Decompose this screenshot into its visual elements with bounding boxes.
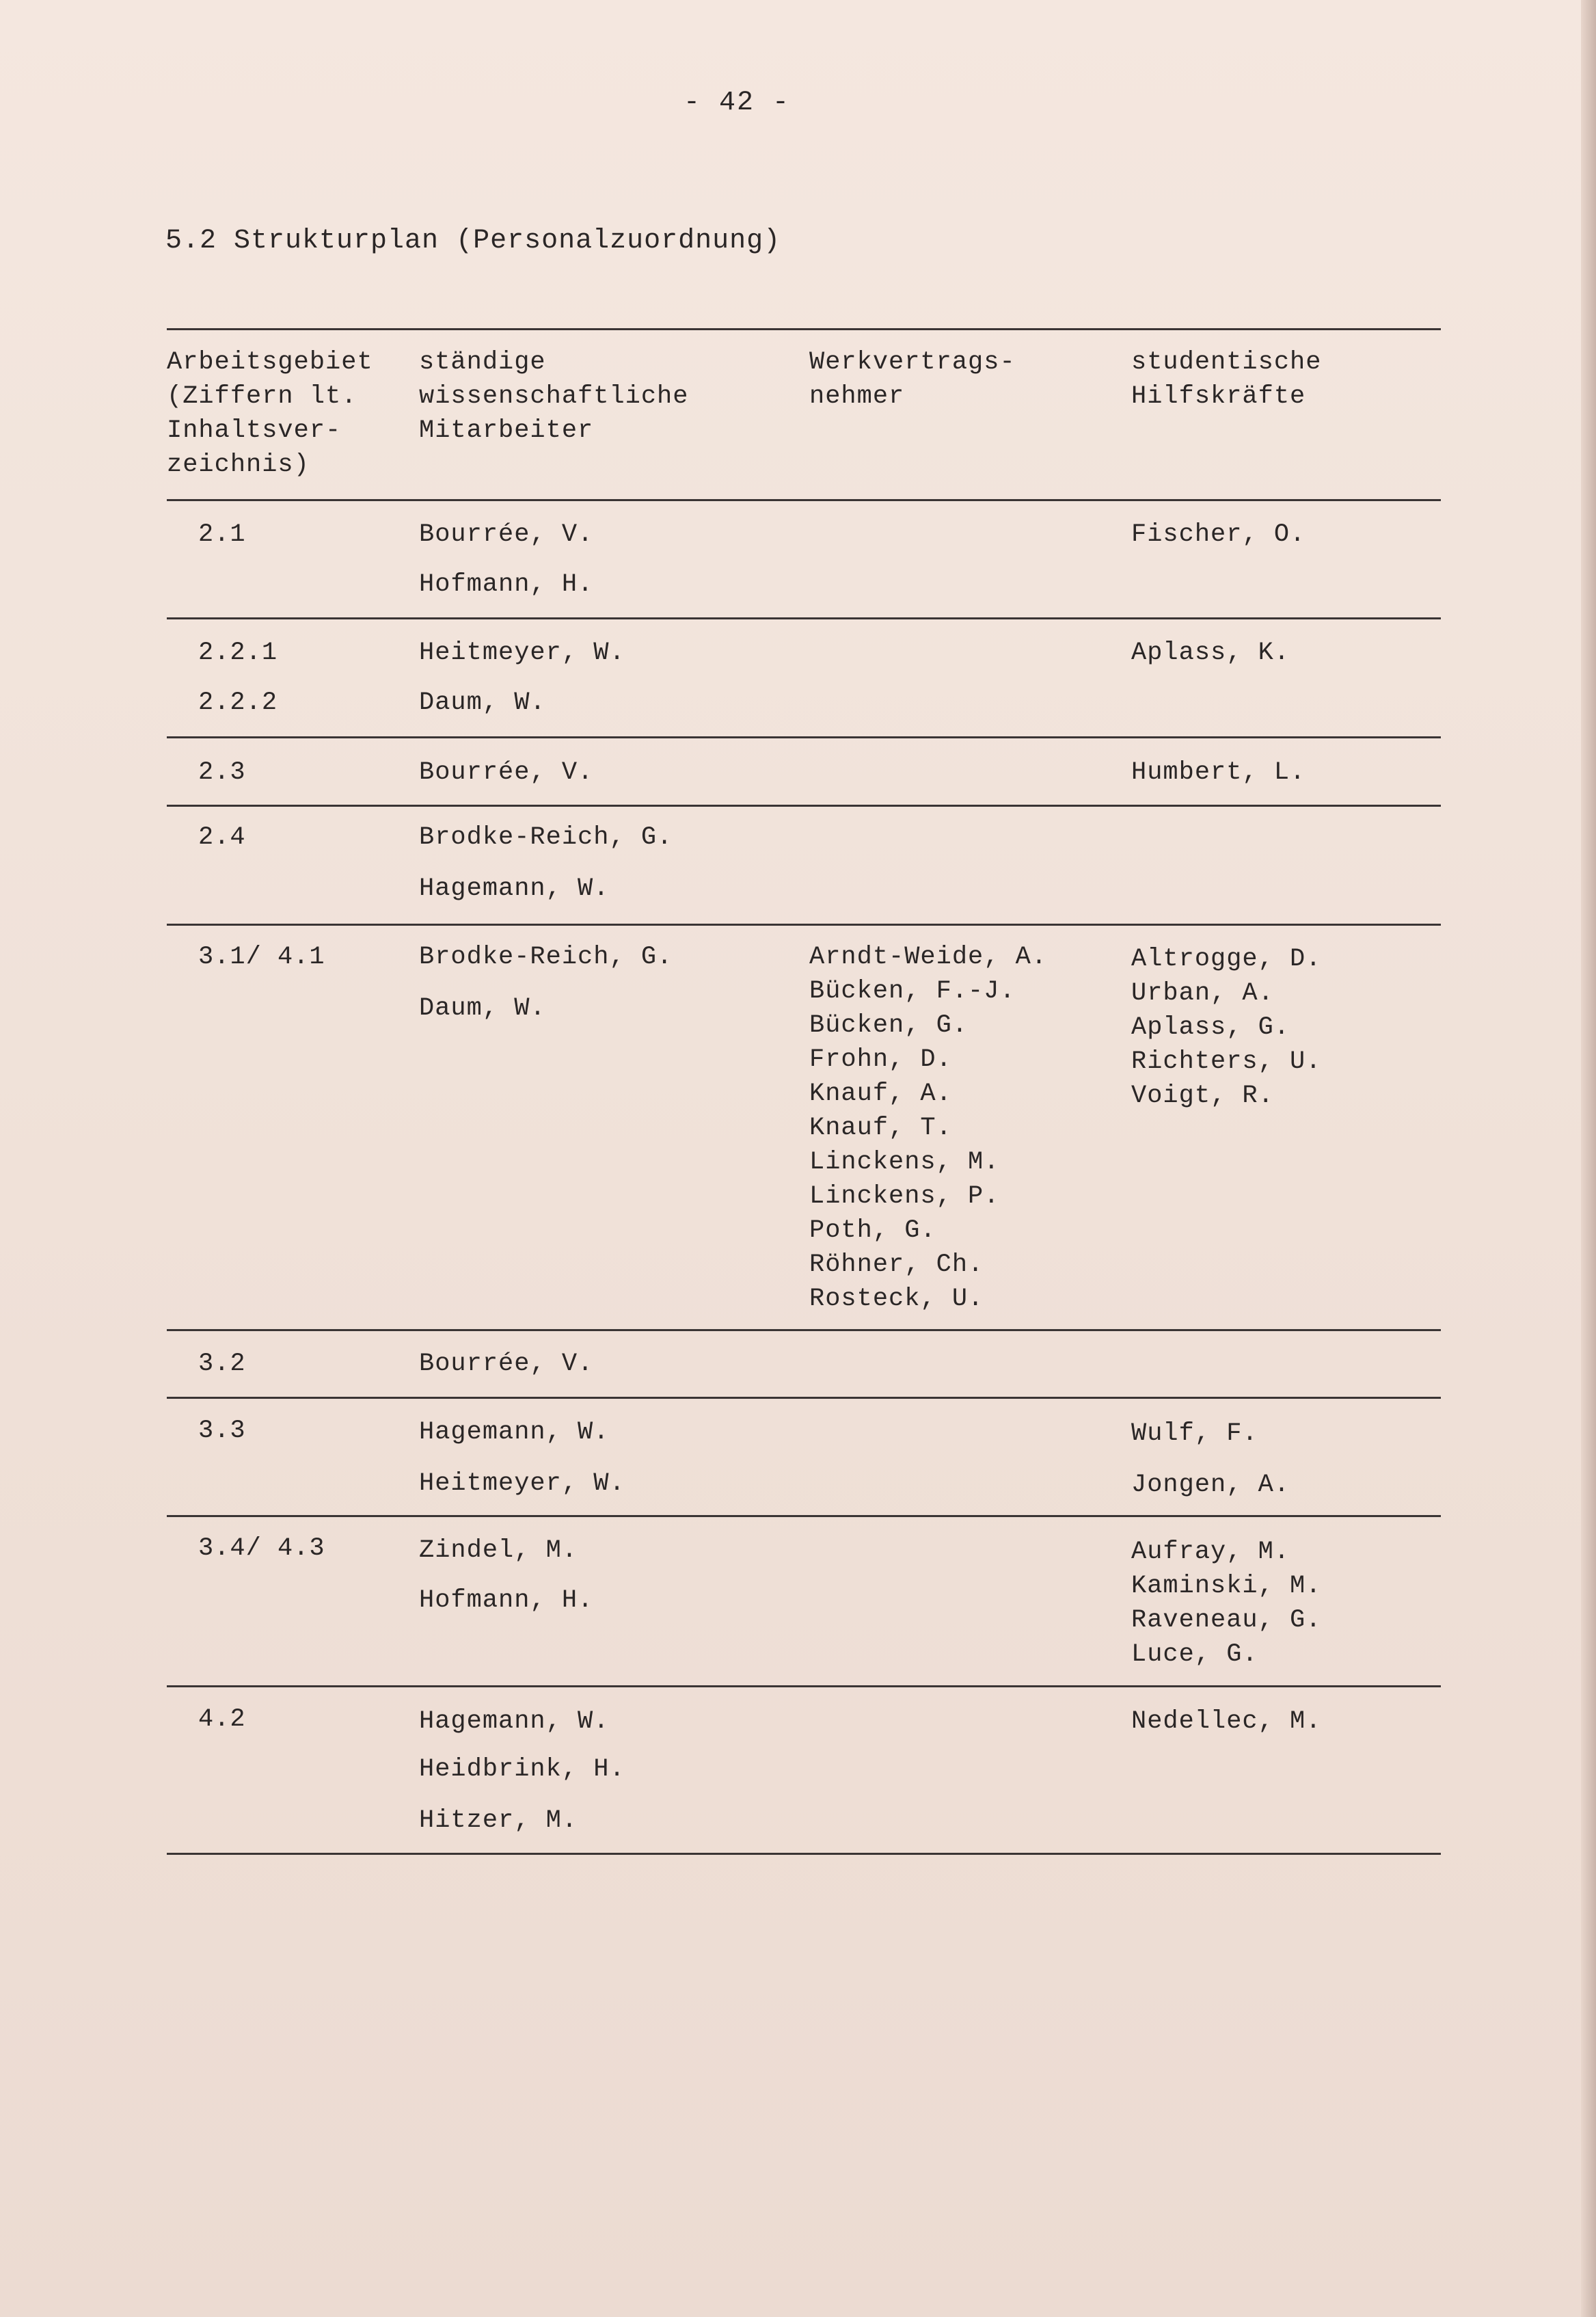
row-3-1-contract-3: Bücken, G.: [809, 1011, 969, 1040]
row-rule: [167, 924, 1441, 926]
row-rule: [167, 1397, 1441, 1399]
section-title: 5.2 Strukturplan (Personalzuordnung): [165, 226, 781, 256]
row-3-3-student-1: Wulf, F.: [1131, 1419, 1258, 1448]
header-col1-line2: (Ziffern lt.: [167, 382, 357, 411]
table-bottom-rule: [167, 1853, 1441, 1855]
row-3-4-staff-2: Hofmann, H.: [419, 1586, 594, 1615]
row-4-2-area: 4.2: [198, 1705, 246, 1734]
row-3-1-contract-2: Bücken, F.-J.: [809, 977, 1016, 1006]
header-col1-line4: zeichnis): [167, 451, 310, 479]
row-3-1-contract-5: Knauf, A.: [809, 1080, 952, 1108]
row-3-3-student-2: Jongen, A.: [1131, 1471, 1290, 1499]
header-col4-line1: studentische: [1131, 348, 1322, 377]
header-rule: [167, 499, 1441, 501]
row-rule: [167, 617, 1441, 619]
row-3-2-area: 3.2: [198, 1350, 246, 1378]
row-rule: [167, 736, 1441, 738]
row-3-3-staff-2: Heitmeyer, W.: [419, 1469, 625, 1498]
header-col2-line3: Mitarbeiter: [419, 416, 594, 445]
row-3-1-area: 3.1/ 4.1: [198, 943, 325, 972]
row-3-1-student-3: Aplass, G.: [1131, 1013, 1290, 1042]
row-2-3-area: 2.3: [198, 758, 246, 787]
row-2-1-staff-2: Hofmann, H.: [419, 570, 594, 599]
row-3-4-student-4: Luce, G.: [1131, 1640, 1258, 1669]
row-3-1-contract-9: Poth, G.: [809, 1216, 936, 1245]
row-3-4-student-1: Aufray, M.: [1131, 1538, 1290, 1566]
header-col4-line2: Hilfskräfte: [1131, 382, 1306, 411]
row-3-1-student-1: Altrogge, D.: [1131, 945, 1322, 974]
row-3-1-student-4: Richters, U.: [1131, 1047, 1322, 1076]
table-top-rule: [167, 328, 1441, 330]
row-2-2-student-1: Aplass, K.: [1131, 639, 1290, 667]
row-rule: [167, 1329, 1441, 1331]
row-2-4-staff-1: Brodke-Reich, G.: [419, 823, 673, 852]
row-2-4-area: 2.4: [198, 823, 246, 852]
row-3-1-contract-8: Linckens, P.: [809, 1182, 1000, 1211]
row-rule: [167, 1515, 1441, 1517]
row-3-1-contract-1: Arndt-Weide, A.: [809, 943, 1048, 972]
page-edge: [1581, 0, 1596, 2317]
row-2-1-area: 2.1: [198, 520, 246, 549]
row-3-1-student-5: Voigt, R.: [1131, 1082, 1274, 1110]
row-3-4-student-3: Raveneau, G.: [1131, 1606, 1322, 1635]
row-3-1-contract-4: Frohn, D.: [809, 1045, 952, 1074]
header-col2-line2: wissenschaftliche: [419, 382, 689, 411]
row-2-2-1-area: 2.2.1: [198, 639, 278, 667]
row-2-1-staff-1: Bourrée, V.: [419, 520, 594, 549]
row-3-1-contract-10: Röhner, Ch.: [809, 1250, 984, 1279]
header-col3-line2: nehmer: [809, 382, 905, 411]
row-2-4-staff-2: Hagemann, W.: [419, 874, 610, 903]
row-3-1-staff-1: Brodke-Reich, G.: [419, 943, 673, 972]
page-number: - 42 -: [684, 88, 791, 118]
header-col3-line1: Werkvertrags-: [809, 348, 1016, 377]
row-2-2-staff-2: Daum, W.: [419, 688, 546, 717]
row-3-1-contract-6: Knauf, T.: [809, 1114, 952, 1142]
row-3-4-area: 3.4/ 4.3: [198, 1534, 325, 1563]
row-3-4-student-2: Kaminski, M.: [1131, 1572, 1322, 1601]
row-3-1-contract-11: Rosteck, U.: [809, 1285, 984, 1313]
row-3-1-student-2: Urban, A.: [1131, 979, 1274, 1008]
header-col1-line1: Arbeitsgebiet: [167, 348, 373, 377]
row-3-1-staff-2: Daum, W.: [419, 994, 546, 1023]
row-4-2-staff-3: Hitzer, M.: [419, 1806, 578, 1835]
header-col2-line1: ständige: [419, 348, 546, 377]
row-4-2-student-1: Nedellec, M.: [1131, 1707, 1322, 1736]
row-rule: [167, 1685, 1441, 1687]
row-2-3-staff-1: Bourrée, V.: [419, 758, 594, 787]
header-col1-line3: Inhaltsver-: [167, 416, 342, 445]
row-3-3-area: 3.3: [198, 1417, 246, 1445]
row-rule: [167, 805, 1441, 807]
row-2-1-student-1: Fischer, O.: [1131, 520, 1306, 549]
row-3-1-contract-7: Linckens, M.: [809, 1148, 1000, 1177]
row-3-3-staff-1: Hagemann, W.: [419, 1418, 610, 1447]
row-2-2-staff-1: Heitmeyer, W.: [419, 639, 625, 667]
row-4-2-staff-1: Hagemann, W.: [419, 1707, 610, 1736]
row-3-2-staff-1: Bourrée, V.: [419, 1350, 594, 1378]
row-4-2-staff-2: Heidbrink, H.: [419, 1755, 625, 1784]
row-3-4-staff-1: Zindel, M.: [419, 1536, 578, 1565]
row-2-3-student-1: Humbert, L.: [1131, 758, 1306, 787]
row-2-2-2-area: 2.2.2: [198, 688, 278, 717]
